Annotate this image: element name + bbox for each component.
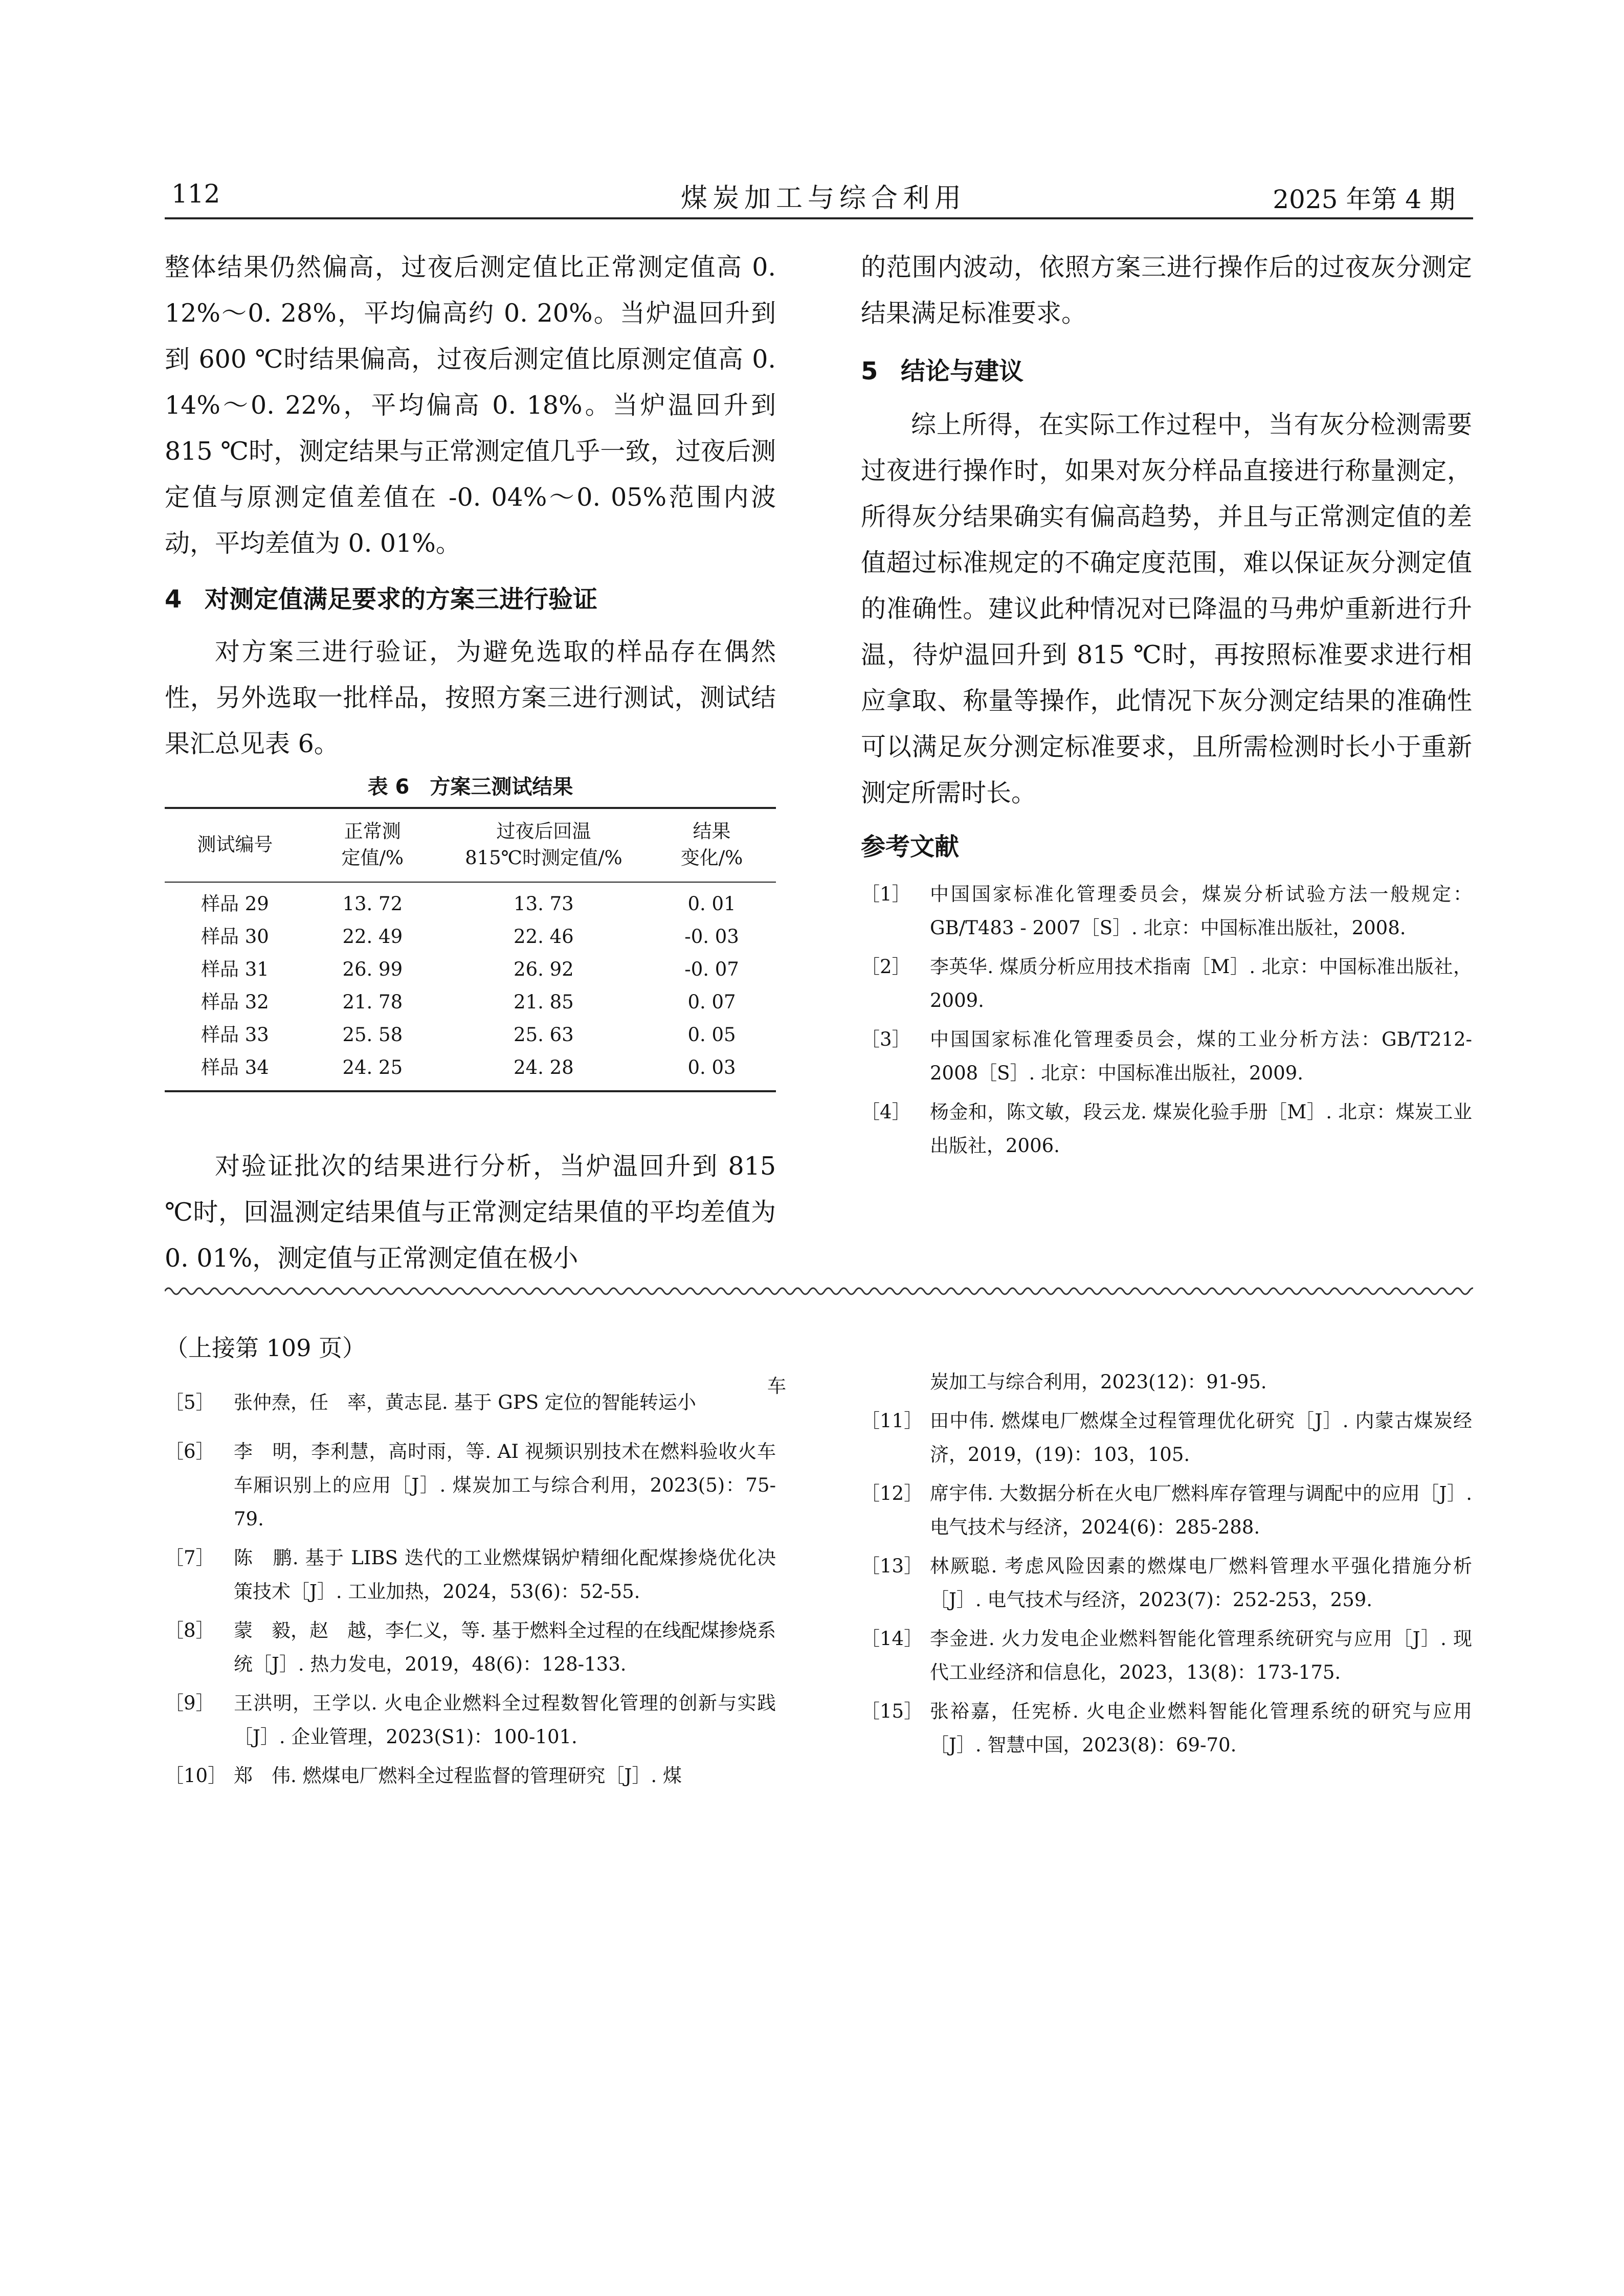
reference-item: ［11］ 田中伟. 燃煤电厂燃煤全过程管理优化研究［J］. 内蒙古煤炭经济，2019，(19)：103，105.	[861, 1410, 1472, 1466]
body-paragraph: 的范围内波动，依照方案三进行操作后的过夜灰分测定结果满足标准要求。	[861, 253, 1472, 328]
table-cell: 0. 07	[687, 991, 736, 1013]
reference-list	[861, 877, 1472, 1163]
reference-item: ［7］ 陈 鹏. 基于 LIBS 迭代的工业燃煤锅炉精细化配煤掺烧优化决策技术［J］. 工业加热，2024，53(6)：52-55.	[165, 1547, 776, 1603]
reference-item: ［12］ 席宇伟. 大数据分析在火电厂燃料库存管理与调配中的应用［J］. 电气技术与经济，2024(6)：285-288.	[861, 1482, 1472, 1538]
table-cell: 0. 01	[687, 893, 736, 915]
table-cell: 21. 78	[342, 991, 403, 1013]
reference-item: ［15］ 张裕嘉，任宪桥. 火电企业燃料智能化管理系统的研究与应用［J］. 智慧中国，2023(8)：69-70.	[861, 1700, 1472, 1756]
section-number: 5	[861, 357, 878, 386]
table-cell: 24. 25	[305, 1051, 440, 1091]
table-row	[165, 986, 776, 1019]
section-heading	[861, 356, 1472, 387]
table-cell: 22. 46	[514, 926, 574, 948]
table-row	[165, 1051, 776, 1091]
data-table	[165, 807, 776, 1092]
body-paragraph: 对方案三进行验证，为避免选取的样品存在偶然性，另外选取一批样品，按照方案三进行测试，测试结果汇总见表 6。	[165, 637, 776, 758]
table-cell: -0. 07	[684, 958, 739, 980]
table-cell: 样品 32	[201, 991, 269, 1013]
body-paragraph: 对验证批次的结果进行分析，当炉温回升到 815 ℃时，回温测定结果值与正常测定结果值的平均差值为 0. 01%，测定值与正常测定值在极小	[165, 1152, 776, 1273]
table-cell: 25. 58	[342, 1024, 403, 1046]
wavy-divider	[165, 1281, 1473, 1301]
section-heading	[165, 584, 776, 615]
header-rule	[165, 217, 1473, 219]
table-header-cell: 结果 变化/%	[680, 820, 743, 869]
table-cell: 21. 85	[514, 991, 574, 1013]
table-cell: 13. 73	[514, 893, 574, 915]
table-cell: 0. 03	[648, 1051, 776, 1091]
reference-item: ［1］ 中国国家标准化管理委员会，煤炭分析试验方法一般规定：GB/T483 - 2007［S］. 北京：中国标准出版社，2008.	[861, 883, 1472, 939]
reference-item: ［10］ 郑 伟. 燃煤电厂燃料全过程监督的管理研究［J］. 煤	[165, 1765, 682, 1787]
table-cell: -0. 03	[684, 926, 739, 948]
table-cell: 26. 99	[342, 958, 403, 980]
issue-label: 2025 年第 4 期	[1273, 185, 1455, 214]
reference-continuation: 炭加工与综合利用，2023(12)：91-95.	[930, 1371, 1267, 1393]
table-cell: 样品 30	[201, 926, 269, 948]
table-caption: 表 6 方案三测试结果	[367, 775, 573, 799]
references-heading: 参考文献	[861, 832, 960, 861]
table-cell: 26. 92	[514, 958, 574, 980]
table-cell: 24. 28	[440, 1051, 648, 1091]
table-header-cell: 过夜后回温 815℃时测定值/%	[465, 820, 622, 869]
body-paragraph: 整体结果仍然偏高，过夜后测定值比正常测定值高 0. 12%～0. 28%，平均偏高约 0. 20%。当炉温回升到到 600 ℃时结果偏高，过夜后测定值比原测定值高 0. 14%～0. 22%，平均偏高 0. 18%。当炉温回升到 815 ℃时，测定结果与正常测定值几乎一致，过夜后测定值与原测定值差值在 -0. 04%～0. 05%范围内波动，平均差值为 0. 01%。	[165, 253, 776, 558]
table-cell: 0. 05	[687, 1024, 736, 1046]
right-column	[861, 244, 1472, 1168]
page-number: 112	[171, 179, 220, 209]
left-column	[165, 244, 776, 1281]
table-row	[165, 1019, 776, 1051]
table-row	[165, 920, 776, 953]
continued-refs-right	[861, 1365, 1472, 1767]
table-cell: 样品 34	[165, 1051, 305, 1091]
table-cell: 样品 31	[201, 958, 269, 980]
reference-item: ［8］ 蒙 毅，赵 越，李仁义，等. 基于燃料全过程的在线配煤掺烧系统［J］. 热力发电，2019，48(6)：128-133.	[165, 1619, 776, 1675]
reference-item: ［9］ 王洪明，王学以. 火电企业燃料全过程数智化管理的创新与实践［J］. 企业管理，2023(S1)：100-101.	[165, 1692, 776, 1748]
body-paragraph: 综上所得，在实际工作过程中，当有灰分检测需要过夜进行操作时，如果对灰分样品直接进行称量测定，所得灰分结果确实有偏高趋势，并且与正常测定值的差值超过标准规定的不确定度范围，难以保证灰分测定值的准确性。建议此种情况对已降温的马弗炉重新进行升温，待炉温回升到 815 ℃时，再按照标准要求进行相应拿取、称量等操作，此情况下灰分测定结果的准确性可以满足灰分测定标准要求，且所需检测时长小于重新测定所需时长。	[861, 410, 1472, 807]
reference-item: ［4］ 杨金和，陈文敏，段云龙. 煤炭化验手册［M］. 北京：煤炭工业出版社，2006.	[861, 1101, 1472, 1157]
table-cell: 样品 33	[201, 1024, 269, 1046]
table-header-cell: 测试编号	[197, 834, 273, 856]
reference-item: ［5］ 张仲焘，任 率，黄志昆. 基于 GPS 定位的智能转运小	[165, 1391, 696, 1413]
table-cell: 样品 29	[201, 893, 269, 915]
section-title: 结论与建议	[901, 357, 1024, 386]
reference-item: ［2］ 李英华. 煤质分析应用技术指南［M］. 北京：中国标准出版社，2009.	[861, 956, 1472, 1011]
journal-title: 煤炭加工与综合利用	[680, 183, 966, 214]
section-number: 4	[165, 585, 182, 614]
continued-label: （上接第 109 页）	[165, 1334, 366, 1362]
table-cell: 25. 63	[514, 1024, 574, 1046]
reference-item: ［6］ 李 明，李利慧，高时雨，等. AI 视频识别技术在燃料验收火车车厢识别上的应用［J］. 煤炭加工与综合利用，2023(5)：75-79.	[165, 1440, 776, 1530]
table-header-cell: 正常测 定值/%	[341, 820, 404, 869]
reference-item: ［3］ 中国国家标准化管理委员会，煤的工业分析方法：GB/T212-2008［S］. 北京：中国标准出版社，2009.	[861, 1028, 1472, 1084]
reference-item: ［14］ 李金进. 火力发电企业燃料智能化管理系统研究与应用［J］. 现代工业经济和信息化，2023，13(8)：173-175.	[861, 1628, 1472, 1683]
table-row	[165, 953, 776, 986]
table-cell: 13. 72	[342, 893, 403, 915]
dangling-character: 车	[767, 1375, 786, 1397]
continued-refs-left	[165, 1365, 776, 1798]
table-row	[165, 882, 776, 920]
table-header-row	[165, 808, 776, 882]
table-cell: 22. 49	[342, 926, 403, 948]
reference-item: ［13］ 林厥聪. 考虑风险因素的燃煤电厂燃料管理水平强化措施分析［J］. 电气技术与经济，2023(7)：252-253，259.	[861, 1555, 1472, 1611]
section-title: 对测定值满足要求的方案三进行验证	[205, 585, 598, 614]
